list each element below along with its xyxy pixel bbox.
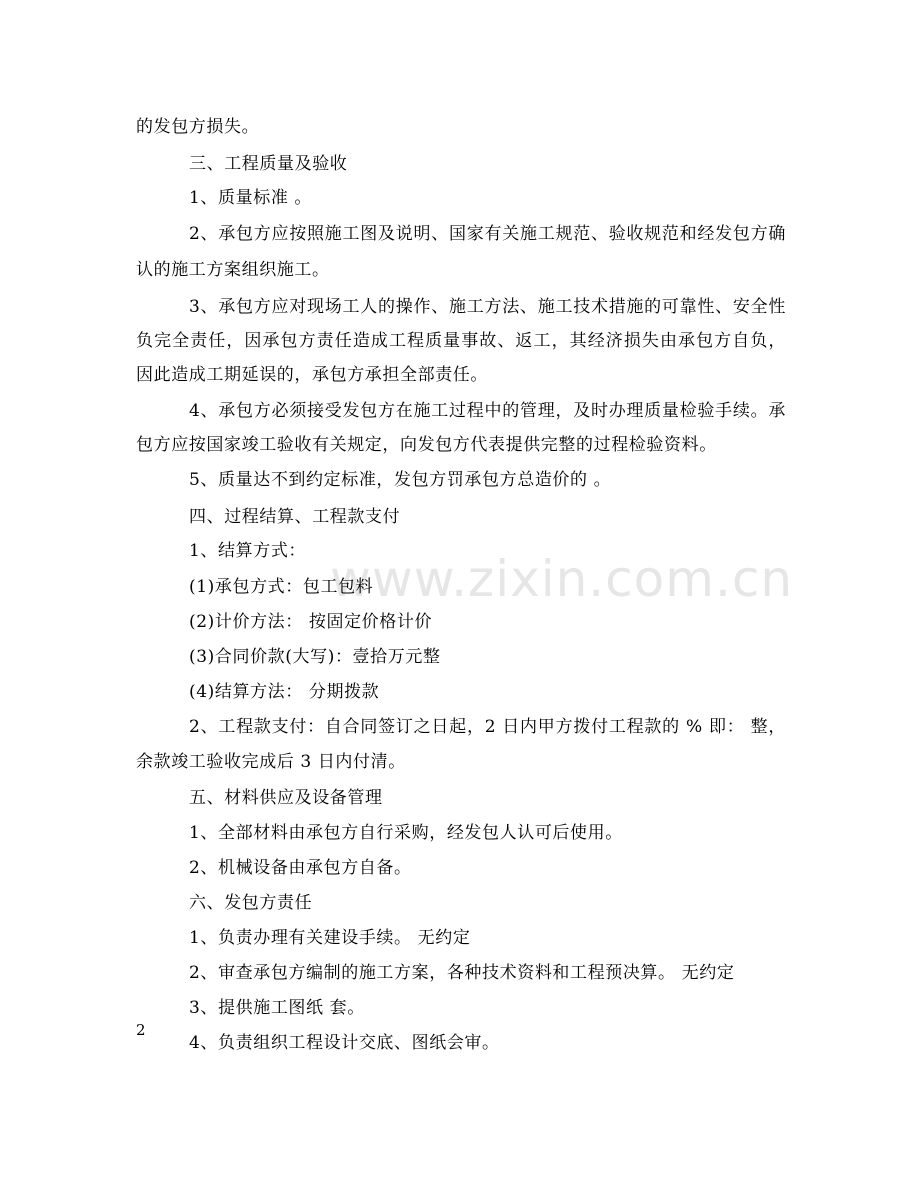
body-text-line: (4)结算方法： 分期拨款 bbox=[189, 682, 380, 702]
body-text-line: 5、质量达不到约定标准，发包方罚承包方总造价的 。 bbox=[189, 470, 612, 490]
body-text-line: 的发包方损失。 bbox=[136, 117, 260, 137]
body-text-line: 余款竣工验收完成后 3 日内付清。 bbox=[136, 752, 406, 772]
body-text-line: 1、全部材料由承包方自行采购，经发包人认可后使用。 bbox=[189, 823, 623, 843]
body-text-line: 3、提供施工图纸 套。 bbox=[189, 998, 365, 1018]
body-text-line: 1、负责办理有关建设手续。 无约定 bbox=[189, 928, 471, 948]
body-text-line: (1)承包方式：包工包料 bbox=[189, 577, 374, 597]
body-text-line: 包方应按国家竣工验收有关规定，向发包方代表提供完整的过程检验资料。 bbox=[136, 435, 717, 455]
body-text-line: 2、工程款支付：自合同签订之日起，2 日内甲方拨付工程款的 % 即： 整， bbox=[189, 717, 786, 737]
body-text-line: (2)计价方法： 按固定价格计价 bbox=[189, 612, 433, 632]
body-text-line: 4、负责组织工程设计交底、图纸会审。 bbox=[189, 1033, 500, 1053]
section-heading: 五、材料供应及设备管理 bbox=[189, 788, 383, 808]
body-text-line: 4、承包方必须接受发包方在施工过程中的管理，及时办理质量检验手续。承 bbox=[189, 401, 786, 421]
body-text-line: 2、机械设备由承包方自备。 bbox=[189, 858, 412, 878]
body-text-line: 1、结算方式： bbox=[189, 541, 307, 561]
body-text-line: 1、质量标准 。 bbox=[189, 188, 313, 208]
page-number: 2 bbox=[136, 1021, 146, 1039]
body-text-line: (3)合同价款(大写)：壹拾万元整 bbox=[189, 647, 441, 667]
section-heading: 六、发包方责任 bbox=[189, 893, 313, 913]
body-text-line: 2、承包方应按照施工图及说明、国家有关施工规范、验收规范和经发包方确 bbox=[189, 224, 786, 244]
body-text-line: 3、承包方应对现场工人的操作、施工方法、施工技术措施的可靠性、安全性 bbox=[189, 297, 786, 317]
body-text-line: 认的施工方案组织施工。 bbox=[136, 260, 330, 280]
section-heading: 三、工程质量及验收 bbox=[189, 154, 348, 174]
body-text-line: 2、审查承包方编制的施工方案，各种技术资料和工程预决算。 无约定 bbox=[189, 963, 735, 983]
body-text-line: 因此造成工期延误的，承包方承担全部责任。 bbox=[136, 365, 488, 385]
section-heading: 四、过程结算、工程款支付 bbox=[189, 507, 401, 527]
watermark: www.zixin.com.cn bbox=[330, 550, 794, 608]
body-text-line: 负完全责任，因承包方责任造成工程质量事故、返工，其经济损失由承包方自负， bbox=[136, 331, 786, 351]
